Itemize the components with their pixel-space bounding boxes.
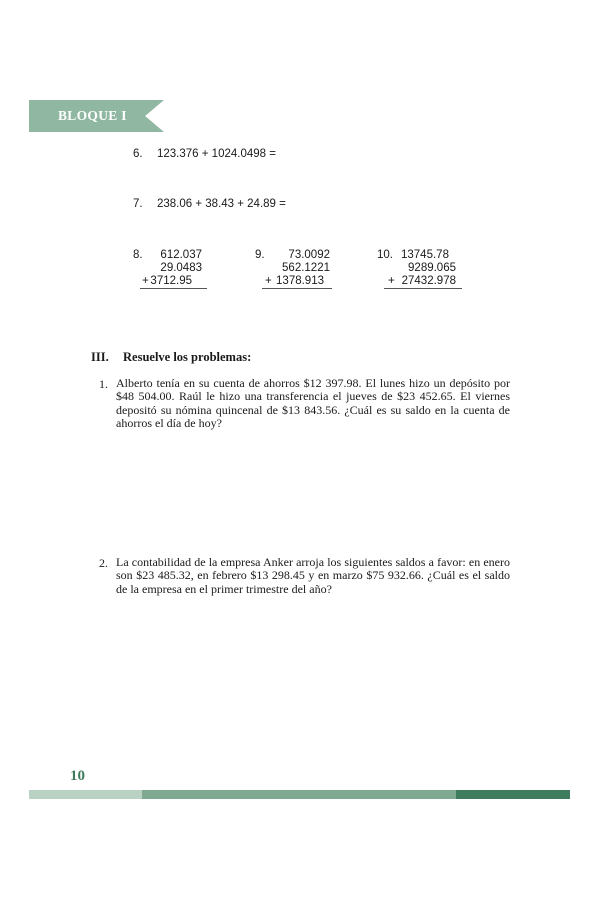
exercise-10-sum-line xyxy=(384,288,462,289)
section-number: III. xyxy=(91,350,109,364)
problem-1-number: 1. xyxy=(99,377,108,391)
exercise-10-number: 10. xyxy=(377,249,393,261)
footer-bar-dark xyxy=(456,790,570,799)
exercise-7-expression: 238.06 + 38.43 + 24.89 = xyxy=(157,198,286,210)
exercise-10-line-2: 9289.065 xyxy=(408,262,456,274)
exercise-9-line-3: 1378.913 xyxy=(276,275,324,287)
section-title: Resuelve los problemas: xyxy=(123,350,252,364)
exercise-9-line-1: 73.0092 xyxy=(288,249,330,261)
footer-bar-mid xyxy=(142,790,456,799)
exercise-8-line-2: 29.0483 xyxy=(160,262,202,274)
exercise-6-expression: 123.376 + 1024.0498 = xyxy=(157,148,276,160)
exercise-10-operator: + xyxy=(388,275,395,287)
exercise-9-operator: + xyxy=(265,275,272,287)
exercise-8-line-3: 3712.95 xyxy=(150,275,192,287)
exercise-9-number: 9. xyxy=(255,249,265,261)
exercise-8-sum-line xyxy=(140,288,207,289)
exercise-9-sum-line xyxy=(262,288,332,289)
exercise-8-line-1: 612.037 xyxy=(160,249,202,261)
exercise-10-line-3: 27432.978 xyxy=(401,275,456,287)
problem-2-text: La contabilidad de la empresa Anker arroja los siguientes saldos a favor: en enero son $23 485.32, en febrero $13 298.45 y en marzo $75 932.66. ¿Cuál es el saldo de la empresa en el primer trimestre del año? xyxy=(116,555,510,596)
exercise-10-line-1: 13745.78 xyxy=(401,249,449,261)
exercise-8-number: 8. xyxy=(133,249,143,261)
block-label: BLOQUE I xyxy=(58,108,127,123)
problem-2-number: 2. xyxy=(99,556,108,570)
exercise-7-number: 7. xyxy=(133,198,143,210)
footer-bar-light xyxy=(29,790,142,799)
exercise-9-line-2: 562.1221 xyxy=(282,262,330,274)
exercise-8-operator: + xyxy=(142,275,149,287)
problem-1-text: Alberto tenía en su cuenta de ahorros $12 397.98. El lunes hizo un depósito por $48 504.00. Raúl le hizo una transferencia el jueves de $23 452.65. El viernes depositó su nómina quincenal de $13 843.56. ¿Cuál es su saldo en la cuenta de ahorros el día de hoy? xyxy=(116,376,510,431)
exercise-6-number: 6. xyxy=(133,148,143,160)
page-number: 10 xyxy=(70,768,85,784)
